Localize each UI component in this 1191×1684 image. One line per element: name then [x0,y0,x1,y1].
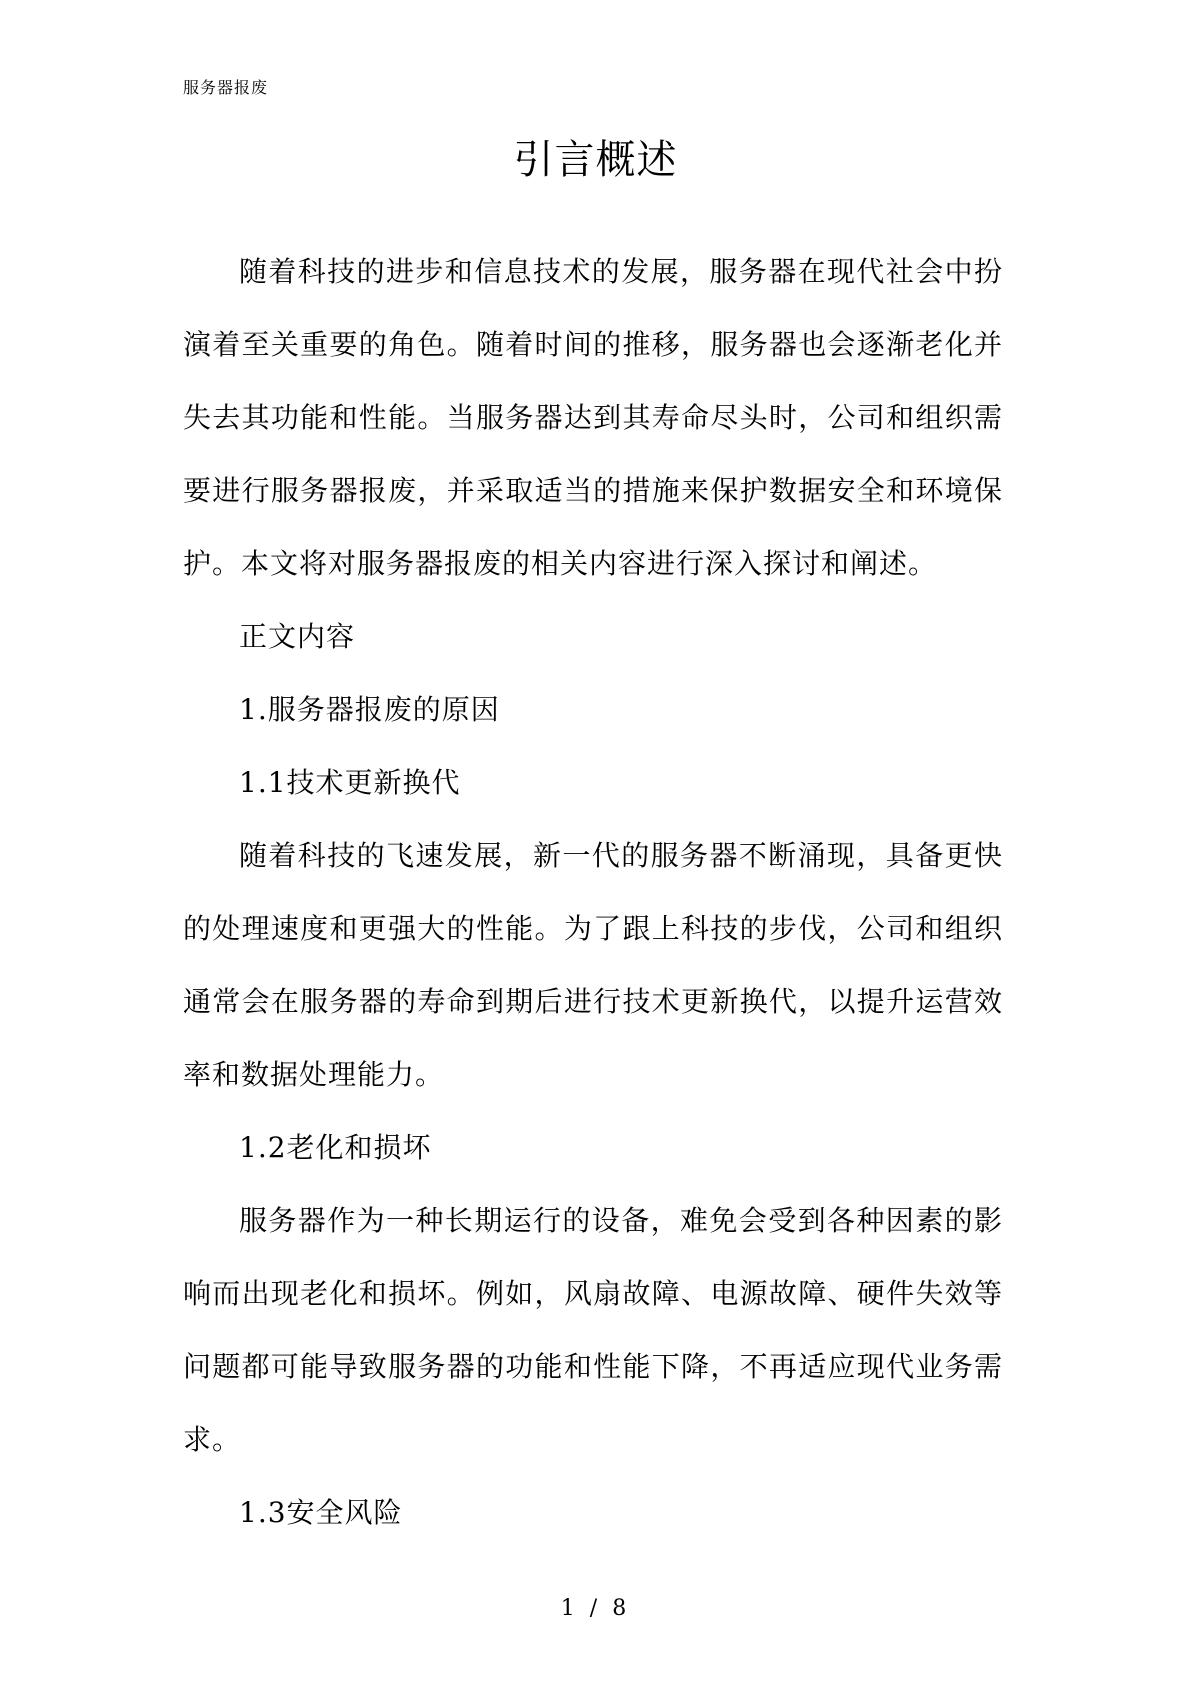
paragraph-1-2: 服务器作为一种长期运行的设备，难免会受到各种因素的影响而出现老化和损坏。例如，风扇故障、电源故障、硬件失效等问题都可能导致服务器的功能和性能下降，不再适应现代业务需求。 [183,1204,1003,1456]
document-title: 引言概述 [513,137,678,183]
subsection-heading-1-3: 1.3安全风险 [239,1496,403,1529]
subsection-heading-1-2: 1.2老化和损坏 [239,1131,432,1164]
body-text [183,235,1003,1549]
running-header: 服务器报废 [183,78,269,97]
paragraph-1-1: 随着科技的飞速发展，新一代的服务器不断涌现，具备更快的处理速度和更强大的性能。为了跟上科技的步伐，公司和组织通常会在服务器的寿命到期后进行技术更新换代，以提升运营效率和数据处理能力。 [183,839,1003,1091]
intro-paragraph: 随着科技的进步和信息技术的发展，服务器在现代社会中扮演着至关重要的角色。随着时间的推移，服务器也会逐渐老化并失去其功能和性能。当服务器达到其寿命尽头时，公司和组织需要进行服务器报废，并采取适当的措施来保护数据安全和环境保护。本文将对服务器报废的相关内容进行深入探讨和阐述。 [183,255,1003,580]
section-heading-1: 1.服务器报废的原因 [239,693,500,726]
subsection-heading-1-1: 1.1技术更新换代 [239,766,461,799]
section-label: 正文内容 [239,620,356,653]
page-number: 1 / 8 [560,1596,631,1621]
